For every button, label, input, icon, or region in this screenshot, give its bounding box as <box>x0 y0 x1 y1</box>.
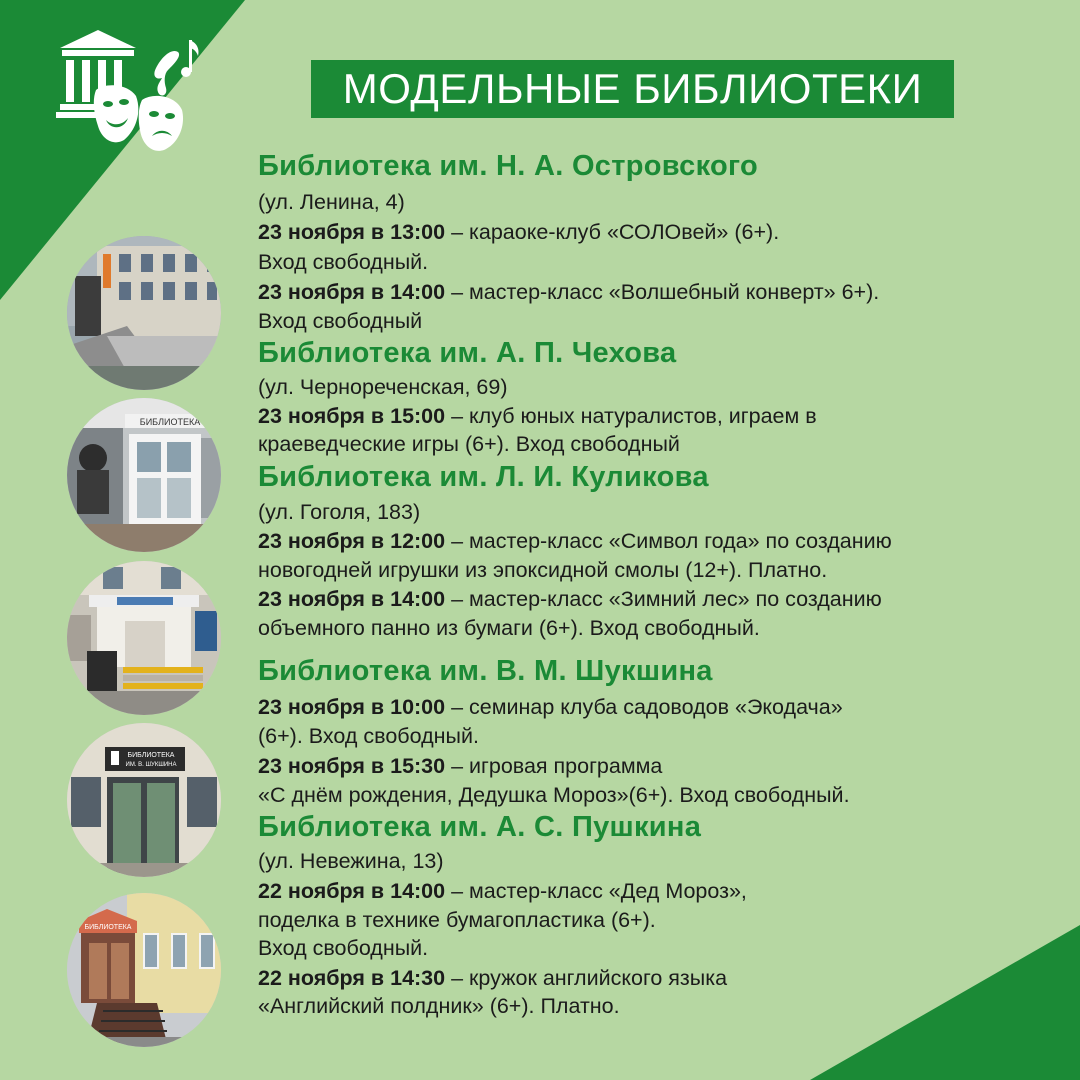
library-address-chekhov: (ул. Чернореченская, 69) <box>258 375 508 399</box>
event-line <box>258 753 662 779</box>
shukshin-sign-text-1: БИБЛИОТЕКА <box>127 752 175 759</box>
event-text: – мастер-класс «Символ года» по созданию <box>445 529 892 553</box>
event-line-cont: объемного панно из бумаги (6+). Вход свободный. <box>258 616 760 640</box>
event-text: – семинар клуба садоводов «Экодача» <box>445 695 843 719</box>
event-text: – кружок английского языка <box>445 966 728 990</box>
library-address-kulikov: (ул. Гоголя, 183) <box>258 500 421 524</box>
event-line <box>258 279 879 305</box>
event-line-cont: Вход свободный. <box>258 936 429 960</box>
event-date: 22 ноября в 14:00 <box>258 879 446 903</box>
library-title-pushkin: Библиотека им. А. С. Пушкина <box>258 811 702 843</box>
event-line-cont: (6+). Вход свободный. <box>258 724 479 748</box>
event-text: – клуб юных натуралистов, играем в <box>445 404 817 428</box>
event-text: – мастер-класс «Дед Мороз», <box>445 879 747 903</box>
event-line <box>258 965 727 991</box>
event-line-cont: «С днём рождения, Дедушка Мороз»(6+). Вход свободный. <box>258 783 850 807</box>
event-line-cont: краеведческие игры (6+). Вход свободный <box>258 432 680 456</box>
event-date: 23 ноября в 10:00 <box>258 695 446 719</box>
event-line <box>258 586 882 612</box>
library-title-kulikov: Библиотека им. Л. И. Куликова <box>258 461 709 493</box>
event-date: 22 ноября в 14:30 <box>258 966 446 990</box>
event-line-cont: «Английский полдник» (6+). Платно. <box>258 994 620 1018</box>
pushkin-sign-text: БИБЛИОТЕКА <box>84 924 132 931</box>
page-title: МОДЕЛЬНЫЕ БИБЛИОТЕКИ <box>311 60 954 118</box>
event-date: 23 ноября в 15:00 <box>258 404 446 428</box>
event-text: – караоке-клуб «СОЛОвей» (6+). <box>445 220 780 244</box>
event-line <box>258 694 843 720</box>
event-date: 23 ноября в 14:00 <box>258 587 446 611</box>
event-text: – мастер-класс «Зимний лес» по созданию <box>445 587 882 611</box>
event-text: – игровая программа <box>445 754 663 778</box>
event-line <box>258 528 892 554</box>
library-title-chekhov: Библиотека им. А. П. Чехова <box>258 337 677 369</box>
event-text: – мастер-класс «Волшебный конверт» 6+). <box>445 280 880 304</box>
event-date: 23 ноября в 14:00 <box>258 280 446 304</box>
event-line-cont: поделка в технике бумагопластика (6+). <box>258 908 656 932</box>
event-date: 23 ноября в 15:30 <box>258 754 446 778</box>
event-line <box>258 219 779 245</box>
event-line-cont: новогодней игрушки из эпоксидной смолы (12+). Платно. <box>258 558 828 582</box>
library-address-pushkin: (ул. Невежина, 13) <box>258 849 444 873</box>
event-line-cont: Вход свободный <box>258 309 423 333</box>
shukshin-sign-text-2: ИМ. В. ШУКШИНА <box>125 762 177 768</box>
library-title-ostrovsky: Библиотека им. Н. А. Островского <box>258 150 759 182</box>
library-address-ostrovsky: (ул. Ленина, 4) <box>258 190 405 214</box>
event-date: 23 ноября в 12:00 <box>258 529 446 553</box>
chekhov-sign-text: БИБЛИОТЕКА <box>139 417 201 427</box>
event-line <box>258 403 817 429</box>
library-title-shukshin: Библиотека им. В. М. Шукшина <box>258 655 713 687</box>
event-date: 23 ноября в 13:00 <box>258 220 446 244</box>
event-line-cont: Вход свободный. <box>258 250 429 274</box>
event-line <box>258 878 747 904</box>
